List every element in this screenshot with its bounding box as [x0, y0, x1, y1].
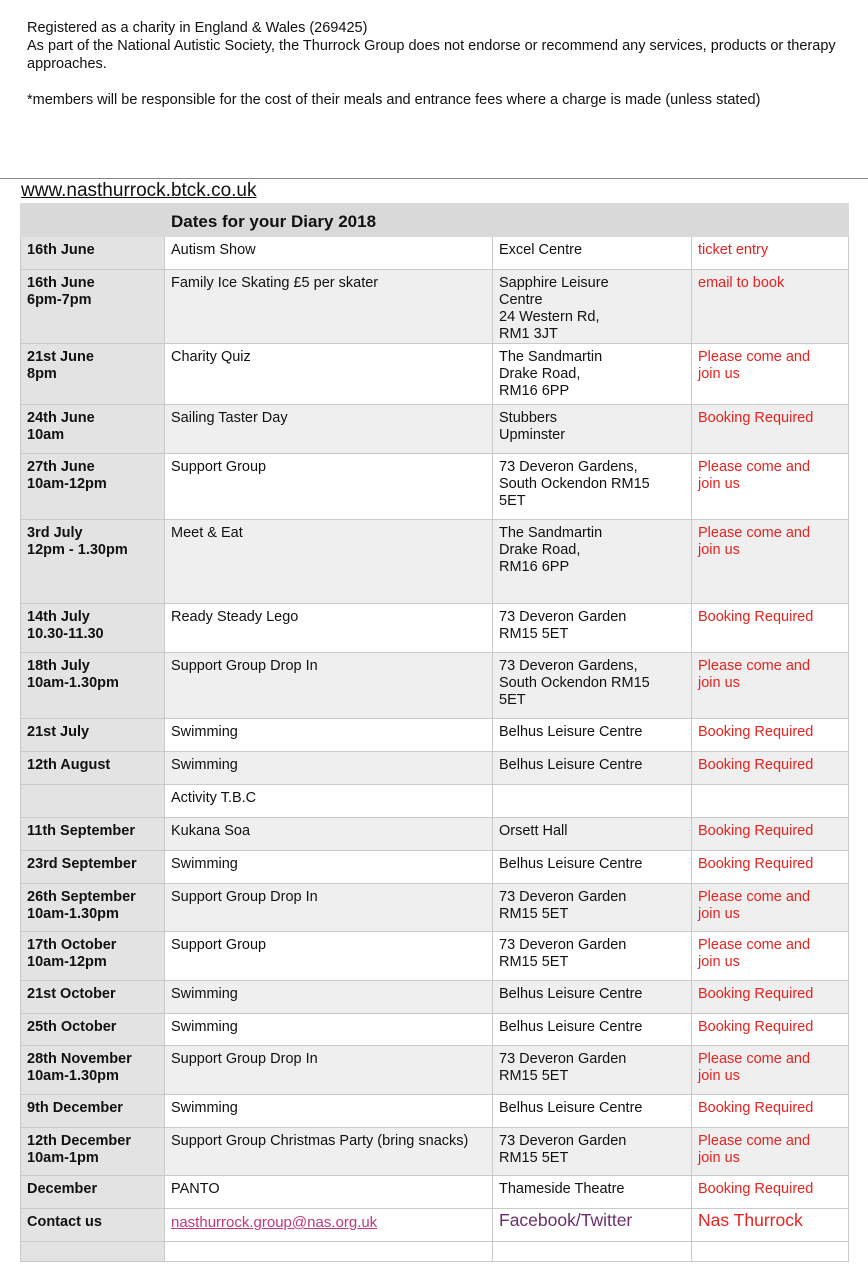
date-cell [21, 884, 165, 932]
info-cell-line: join us [698, 675, 740, 691]
venue-cell-line: 73 Deveron Garden [499, 889, 627, 905]
info-cell-line: Please come and [698, 525, 811, 541]
venue-cell-line: Orsett Hall [499, 823, 568, 839]
info-cell-line: email to book [698, 275, 785, 291]
info-cell [692, 884, 849, 932]
info-cell-line: Booking Required [698, 1181, 814, 1197]
event-cell: Support Group Christmas Party (bring snacks) [165, 1128, 493, 1176]
info-cell [692, 719, 849, 752]
venue-cell [493, 1095, 692, 1128]
date-cell-line: 11th September [27, 823, 135, 839]
venue-cell [493, 932, 692, 981]
event-cell: Support Group [165, 932, 493, 981]
event-cell: Activity T.B.C [165, 785, 493, 818]
info-cell-line: Booking Required [698, 410, 814, 426]
empty-cell [692, 1242, 849, 1262]
social-link[interactable]: Facebook/Twitter [493, 1209, 692, 1242]
table-row [21, 1176, 849, 1209]
info-cell-line: join us [698, 366, 740, 382]
event-cell: Support Group Drop In [165, 884, 493, 932]
table-row [21, 719, 849, 752]
table-row [21, 932, 849, 981]
venue-cell-line: Belhus Leisure Centre [499, 724, 643, 740]
table-row [21, 752, 849, 785]
info-cell-line: Please come and [698, 1051, 811, 1067]
event-cell: Kukana Soa [165, 818, 493, 851]
venue-cell-line: Stubbers [499, 410, 558, 426]
table-row [21, 405, 849, 454]
info-cell [692, 270, 849, 344]
info-cell-line: join us [698, 1068, 740, 1084]
date-cell-line: 10am-12pm [27, 954, 107, 970]
info-cell-line: join us [698, 906, 740, 922]
venue-cell-line: 73 Deveron Garden [499, 1133, 627, 1149]
members-note: *members will be responsible for the cost of their meals and entrance fees where a charge is made (unless stated) [27, 92, 761, 108]
date-cell-line: 10.30-11.30 [27, 626, 104, 642]
info-cell-line: Please come and [698, 349, 811, 365]
venue-cell [493, 344, 692, 405]
header-spacer [21, 204, 165, 237]
info-cell-line: Booking Required [698, 609, 814, 625]
table-row [21, 520, 849, 604]
date-cell-line: 10am-12pm [27, 476, 107, 492]
venue-cell-line: Thameside Theatre [499, 1181, 625, 1197]
date-cell-line: 10am-1.30pm [27, 1068, 119, 1084]
info-cell [692, 520, 849, 604]
date-cell-line: 28th November [27, 1051, 132, 1067]
event-cell: Swimming [165, 1014, 493, 1046]
event-cell: Support Group [165, 454, 493, 520]
info-cell [692, 604, 849, 653]
table-row [21, 981, 849, 1014]
info-cell [692, 932, 849, 981]
date-cell [21, 851, 165, 884]
date-cell-line: 21st June [27, 349, 94, 365]
date-cell-line: 16th June [27, 275, 95, 291]
venue-cell-line: 73 Deveron Gardens, [499, 658, 638, 674]
venue-cell-line: Excel Centre [499, 242, 583, 258]
date-cell-line: 14th July [27, 609, 90, 625]
venue-cell [493, 752, 692, 785]
info-cell-line: join us [698, 542, 740, 558]
venue-cell-line: 73 Deveron Garden [499, 937, 627, 953]
date-cell-line: 8pm [27, 366, 57, 382]
date-cell [21, 719, 165, 752]
date-cell-line: 21st July [27, 724, 90, 740]
venue-cell [493, 270, 692, 344]
event-cell: Charity Quiz [165, 344, 493, 405]
info-cell [692, 851, 849, 884]
empty-cell [21, 1242, 165, 1262]
date-cell [21, 1014, 165, 1046]
date-cell [21, 270, 165, 344]
info-cell-line: ticket entry [698, 242, 769, 258]
date-cell-line: 16th June [27, 242, 95, 258]
date-cell [21, 818, 165, 851]
event-cell: Sailing Taster Day [165, 405, 493, 454]
venue-cell [493, 237, 692, 270]
date-cell [21, 454, 165, 520]
contact-email-link[interactable]: nasthurrock.group@nas.org.uk [165, 1209, 493, 1242]
event-cell: Ready Steady Lego [165, 604, 493, 653]
info-cell [692, 1046, 849, 1095]
date-cell-line: 21st October [27, 986, 116, 1002]
venue-cell [493, 454, 692, 520]
date-cell-line: 12pm - 1.30pm [27, 542, 128, 558]
info-cell [692, 981, 849, 1014]
info-cell [692, 1095, 849, 1128]
info-cell-line: Please come and [698, 459, 811, 475]
date-cell-line: 24th June [27, 410, 95, 426]
date-cell-line: 26th September [27, 889, 136, 905]
info-cell-line: Please come and [698, 889, 811, 905]
table-row [21, 884, 849, 932]
date-cell [21, 344, 165, 405]
info-cell-line: Booking Required [698, 724, 814, 740]
table-row [21, 1046, 849, 1095]
date-cell-line: 6pm-7pm [27, 292, 92, 308]
table-row [21, 344, 849, 405]
event-cell: Swimming [165, 752, 493, 785]
date-cell [21, 1176, 165, 1209]
table-row [21, 653, 849, 719]
date-cell [21, 785, 165, 818]
venue-cell-line: RM15 5ET [499, 906, 569, 922]
venue-cell [493, 604, 692, 653]
venue-cell-line: 5ET [499, 493, 526, 509]
table-title: Dates for your Diary 2018 [165, 204, 849, 237]
venue-cell [493, 1046, 692, 1095]
event-cell: Autism Show [165, 237, 493, 270]
table-row [21, 237, 849, 270]
date-cell-line: December [27, 1181, 98, 1197]
info-cell-line: join us [698, 1150, 740, 1166]
venue-cell-line: Belhus Leisure Centre [499, 757, 643, 773]
venue-cell [493, 1014, 692, 1046]
info-cell [692, 785, 849, 818]
info-cell-line: Please come and [698, 658, 811, 674]
date-cell-line: 17th October [27, 937, 117, 953]
table-header-row [21, 204, 849, 237]
empty-cell [165, 1242, 493, 1262]
date-cell [21, 237, 165, 270]
event-cell: Family Ice Skating £5 per skater [165, 270, 493, 344]
website-link[interactable]: www.nasthurrock.btck.co.uk [21, 180, 257, 201]
table-row [21, 454, 849, 520]
info-cell-line: Booking Required [698, 1019, 814, 1035]
venue-cell-line: 73 Deveron Gardens, [499, 459, 638, 475]
venue-cell [493, 1128, 692, 1176]
venue-cell [493, 520, 692, 604]
info-cell [692, 1014, 849, 1046]
date-cell-line: 12th August [27, 757, 111, 773]
date-cell [21, 1128, 165, 1176]
date-cell-line: 27th June [27, 459, 95, 475]
info-cell-line: Please come and [698, 937, 811, 953]
table-row [21, 1014, 849, 1046]
table-row [21, 785, 849, 818]
info-cell [692, 344, 849, 405]
venue-cell [493, 653, 692, 719]
info-cell [692, 653, 849, 719]
info-cell [692, 405, 849, 454]
date-cell-line: 3rd July [27, 525, 83, 541]
venue-cell-line: RM15 5ET [499, 626, 569, 642]
date-cell [21, 520, 165, 604]
disclaimer: As part of the National Autistic Society, the Thurrock Group does not endorse or recommend any services, products or therapy approaches. [27, 38, 836, 72]
info-cell [692, 237, 849, 270]
venue-cell-line: RM15 5ET [499, 1150, 569, 1166]
venue-cell [493, 818, 692, 851]
date-cell-line: 10am-1.30pm [27, 675, 119, 691]
table-row [21, 818, 849, 851]
event-cell: Support Group Drop In [165, 653, 493, 719]
diary-table [20, 203, 849, 1262]
venue-cell-line: 73 Deveron Garden [499, 609, 627, 625]
venue-cell-line: Drake Road, [499, 366, 581, 382]
venue-cell-line: The Sandmartin [499, 525, 603, 541]
venue-cell-line: RM16 6PP [499, 559, 570, 575]
table-row [21, 604, 849, 653]
date-cell [21, 1095, 165, 1128]
info-cell-line: Booking Required [698, 1100, 814, 1116]
info-cell-line: Booking Required [698, 823, 814, 839]
empty-cell [493, 1242, 692, 1262]
info-cell [692, 818, 849, 851]
intro-block [27, 19, 847, 109]
venue-cell-line: Belhus Leisure Centre [499, 986, 643, 1002]
venue-cell [493, 851, 692, 884]
venue-cell [493, 1176, 692, 1209]
info-cell-line: Booking Required [698, 986, 814, 1002]
date-cell [21, 405, 165, 454]
venue-cell-line: RM1 3JT [499, 326, 558, 342]
event-cell: Meet & Eat [165, 520, 493, 604]
info-cell [692, 1176, 849, 1209]
date-cell-line: 23rd September [27, 856, 137, 872]
table-row [21, 270, 849, 344]
date-cell [21, 653, 165, 719]
venue-cell-line: Centre [499, 292, 543, 308]
venue-cell-line: South Ockendon RM15 [499, 675, 650, 691]
event-cell: Support Group Drop In [165, 1046, 493, 1095]
event-cell: Swimming [165, 1095, 493, 1128]
venue-cell-line: Belhus Leisure Centre [499, 1100, 643, 1116]
venue-cell-line: 24 Western Rd, [499, 309, 600, 325]
contact-row [21, 1209, 849, 1242]
event-cell: PANTO [165, 1176, 493, 1209]
venue-cell-line: 5ET [499, 692, 526, 708]
contact-label: Contact us [21, 1209, 165, 1242]
event-cell: Swimming [165, 851, 493, 884]
divider [0, 178, 868, 179]
info-cell-line: join us [698, 954, 740, 970]
date-cell [21, 981, 165, 1014]
venue-cell-line: Sapphire Leisure [499, 275, 609, 291]
date-cell-line: 10am [27, 427, 65, 443]
date-cell-line: 18th July [27, 658, 90, 674]
date-cell-line: 10am-1.30pm [27, 906, 119, 922]
info-cell-line: join us [698, 476, 740, 492]
table-row [21, 1095, 849, 1128]
venue-cell-line: South Ockendon RM15 [499, 476, 650, 492]
event-cell: Swimming [165, 981, 493, 1014]
venue-cell-line: Belhus Leisure Centre [499, 1019, 643, 1035]
venue-cell-line: RM16 6PP [499, 383, 570, 399]
info-cell-line: Booking Required [698, 856, 814, 872]
date-cell-line: 12th December [27, 1133, 131, 1149]
empty-row [21, 1242, 849, 1262]
event-cell: Swimming [165, 719, 493, 752]
venue-cell-line: 73 Deveron Garden [499, 1051, 627, 1067]
date-cell-line: 9th December [27, 1100, 123, 1116]
info-cell-line: Booking Required [698, 757, 814, 773]
date-cell-line: 10am-1pm [27, 1150, 99, 1166]
date-cell [21, 604, 165, 653]
venue-cell [493, 405, 692, 454]
venue-cell-line: RM15 5ET [499, 954, 569, 970]
venue-cell [493, 884, 692, 932]
venue-cell-line: RM15 5ET [499, 1068, 569, 1084]
venue-cell-line: Upminster [499, 427, 566, 443]
table-row [21, 851, 849, 884]
venue-cell [493, 719, 692, 752]
group-name: Nas Thurrock [692, 1209, 849, 1242]
table-row [21, 1128, 849, 1176]
charity-registration: Registered as a charity in England & Wales (269425) [27, 20, 368, 36]
date-cell-line: 25th October [27, 1019, 117, 1035]
date-cell [21, 1046, 165, 1095]
info-cell [692, 752, 849, 785]
venue-cell-line: Drake Road, [499, 542, 581, 558]
info-cell-line: Please come and [698, 1133, 811, 1149]
venue-cell [493, 981, 692, 1014]
venue-cell-line: The Sandmartin [499, 349, 603, 365]
venue-cell [493, 785, 692, 818]
info-cell [692, 1128, 849, 1176]
date-cell [21, 752, 165, 785]
date-cell [21, 932, 165, 981]
info-cell [692, 454, 849, 520]
venue-cell-line: Belhus Leisure Centre [499, 856, 643, 872]
